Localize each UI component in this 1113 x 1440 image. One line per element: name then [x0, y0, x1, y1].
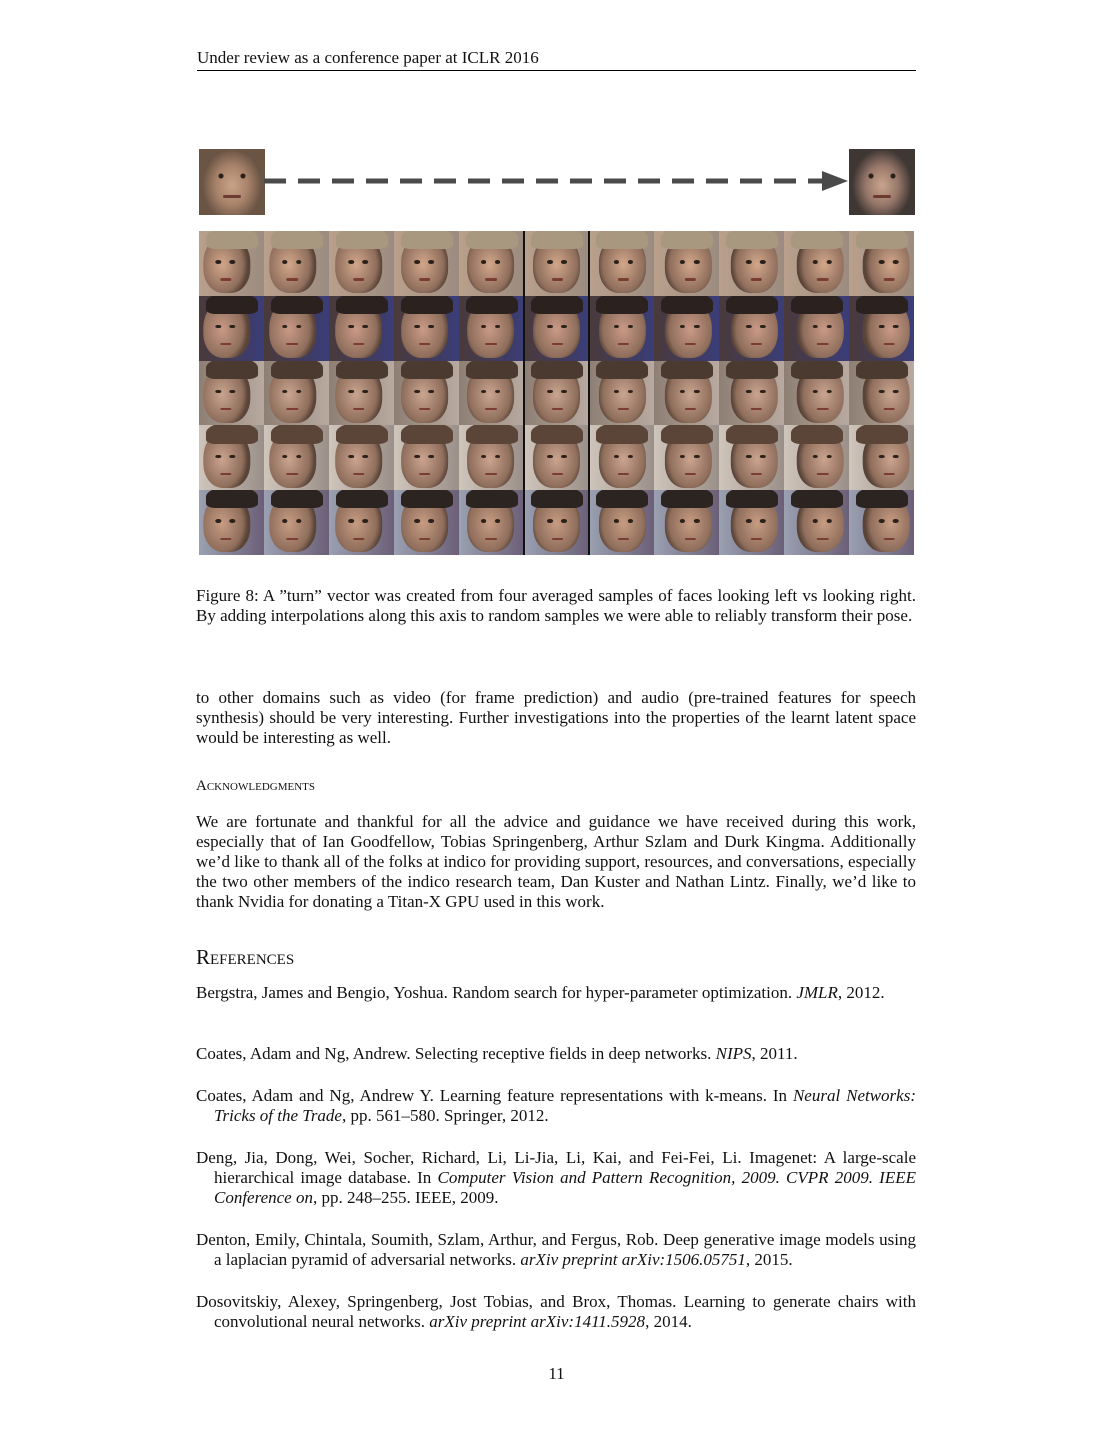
face-sample-r2-c2 [264, 296, 329, 361]
face-sample-r1-c9 [719, 231, 784, 296]
face-sample-r5-c5 [459, 490, 524, 555]
reference-authors-title: Denton, Emily, Chintala, Soumith, Szlam, Arthur, and Fergus, Rob. Deep generative image models using a laplacian pyramid of adversarial networks. [196, 1230, 916, 1269]
face-sample-r3-c8 [654, 361, 719, 426]
face-sample-r3-c1 [199, 361, 264, 426]
acknowledgments-body: We are fortunate and thankful for all the advice and guidance we have received during this work, especially that of Ian Goodfellow, Tobias Springenberg, Arthur Szlam and Durk Kingma. Additionally we’d like to thank all of the folks at indico for providing support, resources, and conversations, especially the two other members of the indico research team, Dan Kuster and Nathan Lintz. Finally, we’d like to thank Nvidia for donating a Titan-X GPU used in this work. [196, 812, 916, 911]
end-face-image [849, 149, 915, 215]
face-sample-r2-c4 [394, 296, 459, 361]
face-sample-r2-c9 [719, 296, 784, 361]
face-sample-r4-c8 [654, 425, 719, 490]
face-sample-r3-c6 [524, 361, 589, 426]
face-sample-r5-c9 [719, 490, 784, 555]
acknowledgments-heading: Acknowledgments [196, 778, 315, 794]
face-sample-r3-c5 [459, 361, 524, 426]
reference-venue: Neural Networks: Tricks of the Trade [214, 1086, 916, 1125]
turn-vector-arrow [264, 148, 850, 216]
figure-caption: Figure 8: A ”turn” vector was created from four averaged samples of faces looking left vs looking right. By adding interpolations along this axis to random samples we were able to reliably transform their pose. [196, 586, 916, 625]
face-sample-r5-c10 [784, 490, 849, 555]
face-sample-r5-c2 [264, 490, 329, 555]
reference-venue: JMLR [796, 983, 838, 1002]
face-sample-r4-c6 [524, 425, 589, 490]
face-sample-r2-c10 [784, 296, 849, 361]
reference-authors-title: Deng, Jia, Dong, Wei, Socher, Richard, Li, Li-Jia, Li, Kai, and Fei-Fei, Li. Imagenet: A large-scale hierarchical image database. In [196, 1148, 916, 1187]
face-sample-r3-c3 [329, 361, 394, 426]
face-sample-r2-c1 [199, 296, 264, 361]
face-sample-r4-c11 [849, 425, 914, 490]
start-face-image [199, 149, 265, 215]
face-sample-r4-c9 [719, 425, 784, 490]
reference-details: , 2014. [645, 1312, 692, 1331]
face-sample-r5-c11 [849, 490, 914, 555]
arrow-head [822, 171, 848, 191]
reference-authors-title: Coates, Adam and Ng, Andrew. Selecting receptive fields in deep networks. [196, 1044, 716, 1063]
face-sample-r2-c6 [524, 296, 589, 361]
reference-venue: arXiv preprint arXiv:1411.5928 [429, 1312, 646, 1331]
reference-authors-title: Coates, Adam and Ng, Andrew Y. Learning feature representations with k-means. In [196, 1086, 793, 1105]
reference-authors-title: Dosovitskiy, Alexey, Springenberg, Jost Tobias, and Brox, Thomas. Learning to generate chairs with convolutional neural networks. [196, 1292, 916, 1331]
face-sample-r4-c1 [199, 425, 264, 490]
body-paragraph: to other domains such as video (for frame prediction) and audio (pre-trained features for speech synthesis) should be very interesting. Further investigations into the properties of the learnt latent space would be interesting as well. [196, 688, 916, 747]
reference-venue: NIPS [715, 1044, 752, 1063]
references-heading: References [196, 945, 295, 969]
face-sample-r3-c9 [719, 361, 784, 426]
face-sample-r4-c10 [784, 425, 849, 490]
grid-divider-right [588, 231, 590, 555]
face-sample-r3-c10 [784, 361, 849, 426]
face-sample-r5-c1 [199, 490, 264, 555]
running-header: Under review as a conference paper at ICLR 2016 [197, 48, 916, 71]
face-sample-r5-c4 [394, 490, 459, 555]
face-sample-r2-c3 [329, 296, 394, 361]
face-sample-r3-c7 [589, 361, 654, 426]
face-interpolation-grid [199, 231, 914, 555]
face-sample-r5-c8 [654, 490, 719, 555]
reference-entry [196, 983, 916, 1003]
face-sample-r4-c3 [329, 425, 394, 490]
reference-venue: arXiv preprint arXiv:1506.05751 [520, 1250, 746, 1269]
reference-details: , 2012. [837, 983, 885, 1002]
face-sample-r1-c6 [524, 231, 589, 296]
face-sample-r3-c11 [849, 361, 914, 426]
face-sample-r3-c2 [264, 361, 329, 426]
face-sample-r2-c5 [459, 296, 524, 361]
face-sample-r1-c2 [264, 231, 329, 296]
reference-entry [196, 1230, 916, 1270]
face-sample-r1-c5 [459, 231, 524, 296]
face-sample-r5-c7 [589, 490, 654, 555]
face-sample-r2-c8 [654, 296, 719, 361]
face-sample-r3-c4 [394, 361, 459, 426]
reference-entry [196, 1292, 916, 1332]
grid-divider-left [523, 231, 525, 555]
face-sample-r4-c5 [459, 425, 524, 490]
face-sample-r5-c3 [329, 490, 394, 555]
reference-details: , pp. 248–255. IEEE, 2009. [312, 1188, 499, 1207]
face-sample-r1-c8 [654, 231, 719, 296]
face-sample-r1-c7 [589, 231, 654, 296]
reference-entry [196, 1148, 916, 1208]
figure-8 [198, 148, 916, 558]
reference-details: , pp. 561–580. Springer, 2012. [341, 1106, 549, 1125]
face-sample-r5-c6 [524, 490, 589, 555]
face-sample-r2-c11 [849, 296, 914, 361]
face-sample-r1-c3 [329, 231, 394, 296]
face-sample-r4-c4 [394, 425, 459, 490]
reference-entry [196, 1044, 916, 1064]
reference-entry [196, 1086, 916, 1126]
face-sample-r4-c2 [264, 425, 329, 490]
face-sample-r2-c7 [589, 296, 654, 361]
face-sample-r1-c10 [784, 231, 849, 296]
face-sample-r4-c7 [589, 425, 654, 490]
face-sample-r1-c11 [849, 231, 914, 296]
reference-details: , 2011. [751, 1044, 798, 1063]
face-sample-r1-c4 [394, 231, 459, 296]
reference-details: , 2015. [745, 1250, 793, 1269]
reference-venue: Computer Vision and Pattern Recognition, 2009. CVPR 2009. IEEE Conference on [214, 1168, 916, 1207]
face-sample-r1-c1 [199, 231, 264, 296]
page-number: 11 [548, 1364, 565, 1383]
reference-authors-title: Bergstra, James and Bengio, Yoshua. Random search for hyper-parameter optimization. [196, 983, 797, 1002]
